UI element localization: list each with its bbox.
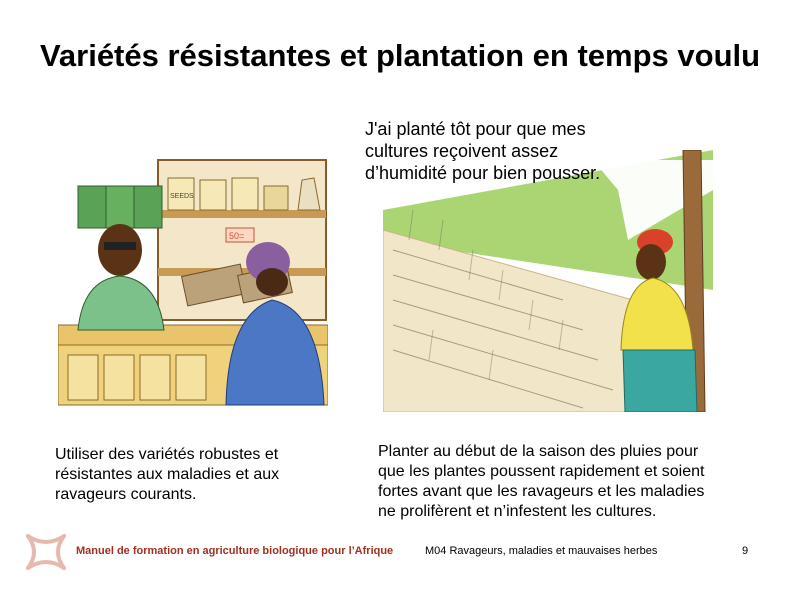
speech-line: J'ai planté tôt pour que mes xyxy=(365,119,586,139)
seed-bags-green xyxy=(78,186,162,228)
planted-field-illustration xyxy=(383,150,713,412)
page-number: 9 xyxy=(742,545,749,557)
caption-line: fortes avant que les ravageurs et les maladies xyxy=(378,483,705,500)
footer-module-title: M04 Ravageurs, maladies et mauvaises herbes xyxy=(425,545,658,557)
seed-label: SEEDS xyxy=(170,193,194,200)
shopkeeper-figure xyxy=(78,224,164,330)
speech-bubble-text xyxy=(365,118,655,184)
price-tag-text: 50= xyxy=(229,231,245,241)
caption-line: ne prolifèrent et n’infestent les cultures. xyxy=(378,503,657,520)
caption-resistant-varieties xyxy=(55,445,345,505)
caption-early-planting xyxy=(378,442,768,522)
slide-title: Variétés résistantes et plantation en temps voulu xyxy=(39,38,761,73)
caption-line: Utiliser des variétés robustes et xyxy=(55,446,279,463)
caption-line: ravageurs courants. xyxy=(55,486,197,503)
organic-agriculture-logo-icon xyxy=(22,530,70,574)
caption-line: que les plantes poussent rapidement et soient xyxy=(378,463,705,480)
speech-line: d’humidité pour bien pousser. xyxy=(365,163,601,183)
caption-line: résistantes aux maladies et aux xyxy=(55,466,280,483)
caption-line: Planter au début de la saison des pluies pour xyxy=(378,443,699,460)
footer-manual-title: Manuel de formation en agriculture biologique pour l’Afrique xyxy=(76,545,394,557)
speech-line: cultures reçoivent assez xyxy=(365,141,559,161)
seed-shop-illustration xyxy=(58,150,328,410)
